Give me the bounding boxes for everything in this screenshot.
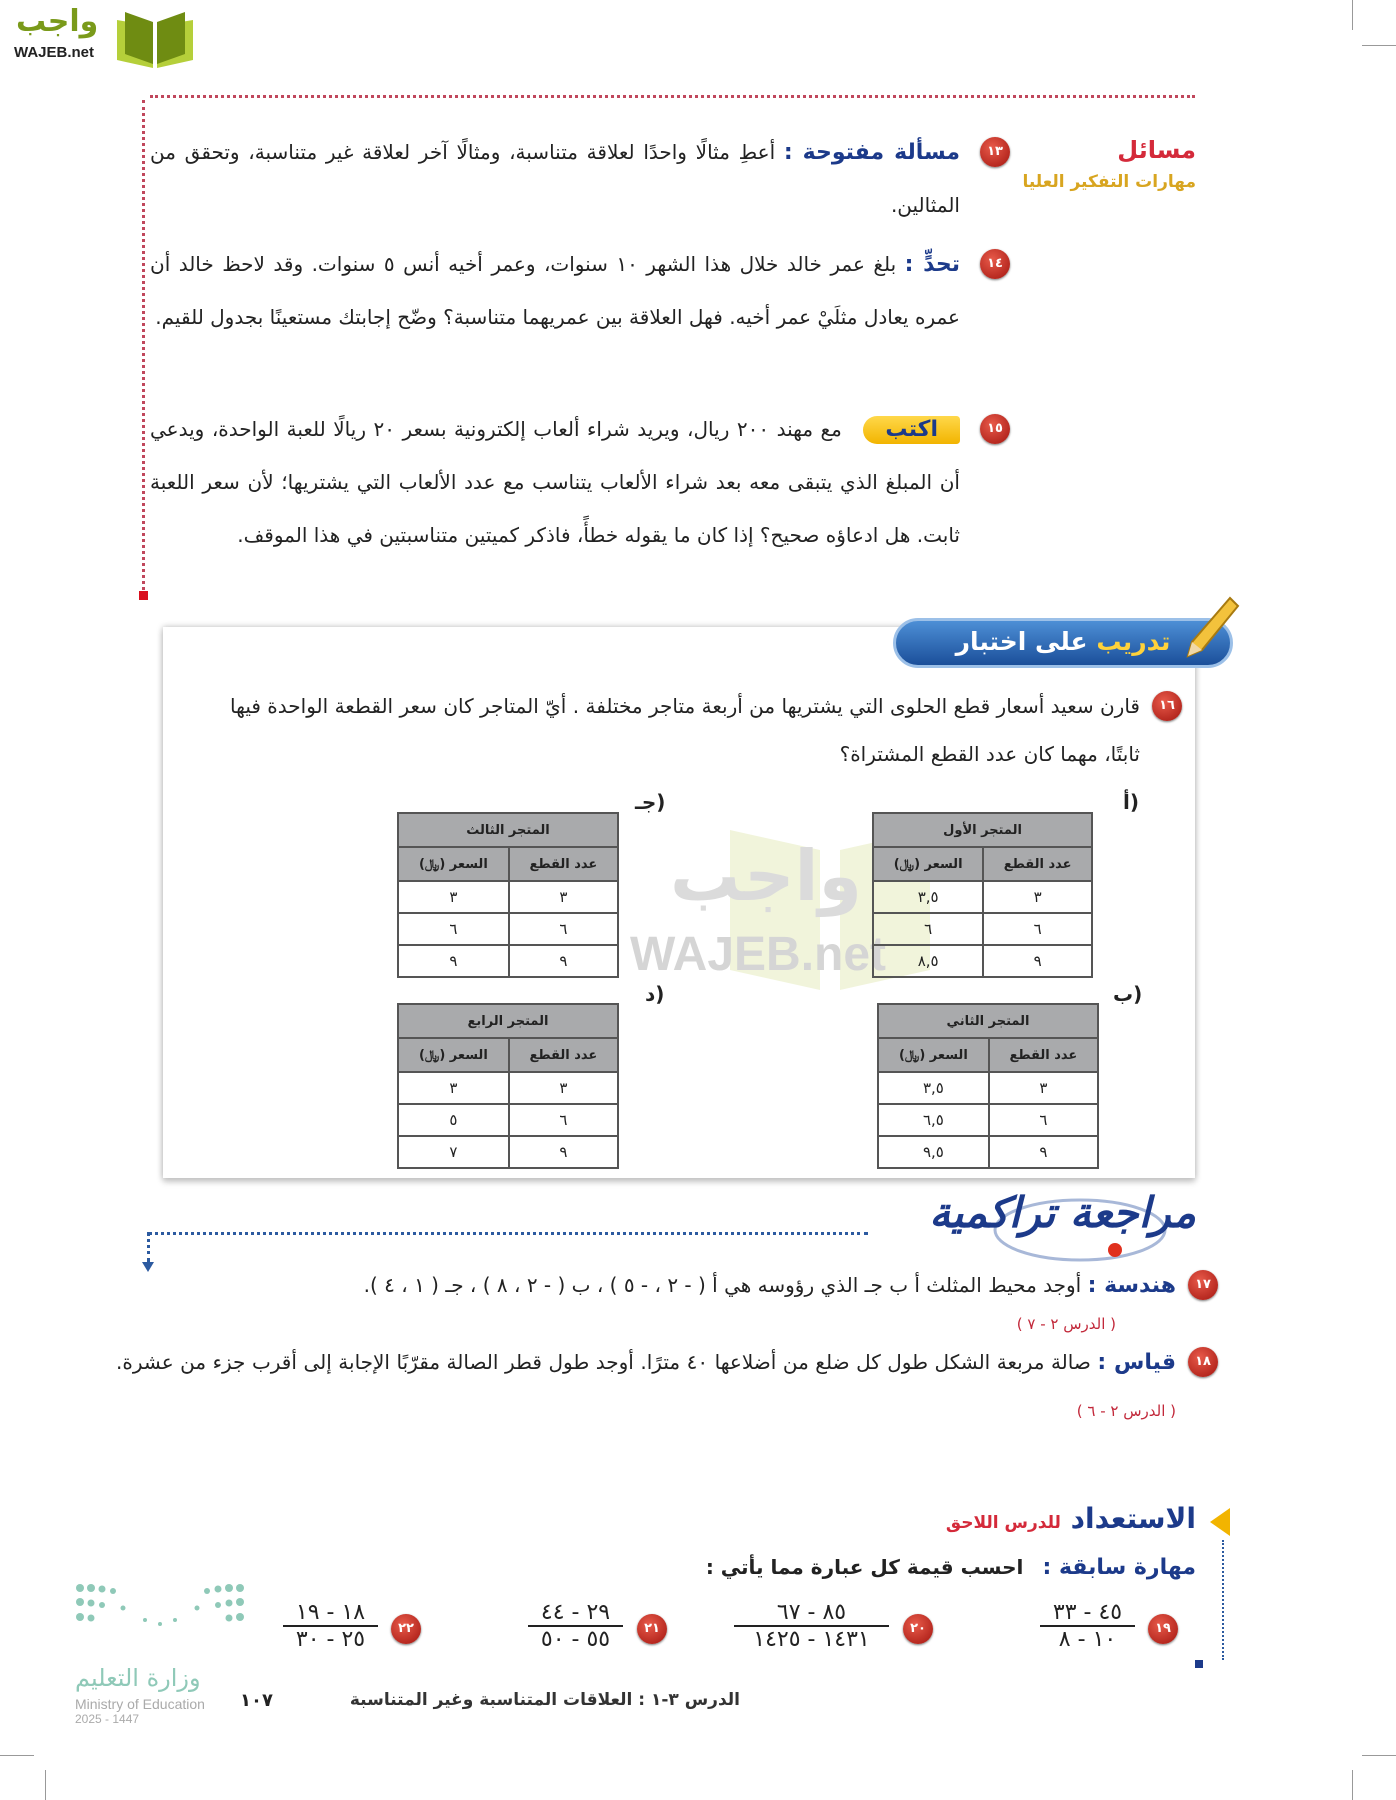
- section-subtitle: مهارات التفكير العليا: [1022, 172, 1196, 192]
- table-row: [398, 1136, 618, 1168]
- ministry-dots-icon: [75, 1580, 245, 1640]
- ministry-logo: [75, 1580, 255, 1730]
- question-19: [1148, 1614, 1178, 1644]
- option-label-c: جـ): [635, 790, 666, 814]
- fraction-21: [528, 1600, 623, 1652]
- question-13: [150, 126, 1003, 232]
- column-header: عدد القطع: [989, 1038, 1098, 1072]
- numerator: ٤٥ - ٣٣: [1040, 1600, 1135, 1627]
- table-store-4: [397, 1003, 619, 1169]
- fraction-22: [283, 1600, 378, 1652]
- crop-mark: [1362, 1755, 1396, 1756]
- lesson-reference: ( الدرس ٢ - ٦ ): [1076, 1402, 1176, 1420]
- logo-arabic: واجب: [16, 4, 99, 39]
- option-label-a: أ): [1123, 790, 1139, 814]
- option-label-b: ب): [1113, 982, 1143, 1006]
- cell: ٩: [983, 945, 1092, 977]
- column-header: عدد القطع: [509, 847, 618, 881]
- question-22: [391, 1614, 421, 1644]
- cell: ٩: [398, 945, 509, 977]
- question-number: ٢٢: [391, 1614, 421, 1644]
- question-number: ٢٠: [903, 1614, 933, 1644]
- table-store-1: [872, 812, 1093, 978]
- question-20: [903, 1614, 933, 1644]
- ministry-year: 2025 - 1447: [75, 1712, 140, 1726]
- write-tag: اكتب: [863, 416, 960, 444]
- question-number: ٢١: [637, 1614, 667, 1644]
- divider: [150, 95, 1195, 98]
- option-label-d: د): [645, 982, 665, 1006]
- question-keyword: مسألة مفتوحة :: [783, 140, 960, 165]
- table-row: [873, 881, 1092, 913]
- question-number: ١٤: [980, 249, 1010, 279]
- cell: ٩: [509, 945, 618, 977]
- denominator: ٥٥ - ٥٠: [540, 1627, 611, 1652]
- svg-text:واجب: واجب: [670, 835, 863, 917]
- cell: ٣: [983, 881, 1092, 913]
- cell: ٦: [398, 913, 509, 945]
- book-icon: [115, 8, 195, 68]
- question-number: ١٨: [1188, 1347, 1218, 1377]
- frame-marker: [1195, 1660, 1203, 1668]
- crop-mark: [1362, 45, 1396, 46]
- cell: ٧: [398, 1136, 509, 1168]
- prep-subtitle: للدرس اللاحق: [945, 1513, 1061, 1533]
- question-number: ١٧: [1188, 1270, 1218, 1300]
- review-questions: [116, 1262, 1211, 1434]
- divider: [1222, 1540, 1224, 1660]
- cell: ٥: [398, 1104, 509, 1136]
- table-row: [398, 1104, 618, 1136]
- divider: [148, 1232, 868, 1235]
- question-21: [637, 1614, 667, 1644]
- cell: ٣: [509, 1072, 618, 1104]
- footer-lesson: الدرس ٣-١ : العلاقات المتناسبة وغير المتناسبة: [349, 1690, 740, 1710]
- cell: ٩: [989, 1136, 1098, 1168]
- table-row: [398, 913, 618, 945]
- cell: ٣: [398, 881, 509, 913]
- question-number: ١٦: [1152, 691, 1182, 721]
- ministry-english: Ministry of Education: [75, 1696, 205, 1712]
- cell: ٦: [509, 913, 618, 945]
- prep-heading: [946, 1502, 1196, 1535]
- question-number: ١٥: [980, 414, 1010, 444]
- cell: ٩: [509, 1136, 618, 1168]
- table-title: المتجر الثاني: [878, 1004, 1098, 1038]
- denominator: ١٤٣١ - ١٤٢٥: [753, 1627, 870, 1652]
- question-text: بلغ عمر خالد خلال هذا الشهر ١٠ سنوات، وعمر أخيه أنس ٥ سنوات. وقد لاحظ خالد أن عمره يعادل مثلَيْ عمر أخيه. فهل العلاقة بين عمريهما متناسبة؟ وضّح إجابتك مستعينًا بجدول للقيم.: [150, 252, 960, 329]
- table-row: [878, 1136, 1098, 1168]
- triangle-icon: [1210, 1508, 1230, 1536]
- question-text: أعطِ مثالًا واحدًا لعلاقة متناسبة، ومثالًا آخر لعلاقة غير متناسبة، وتحقق من المثالين.: [150, 140, 960, 217]
- numerator: ٢٩ - ٤٤: [528, 1600, 623, 1627]
- denominator: ٢٥ - ٣٠: [295, 1627, 366, 1652]
- review-title: مراجعة تراكمية: [929, 1188, 1196, 1237]
- table-row: [878, 1104, 1098, 1136]
- cell: ٦: [509, 1104, 618, 1136]
- svg-text:WAJEB.net: WAJEB.net: [630, 928, 887, 981]
- cell: ٣: [398, 1072, 509, 1104]
- question-15: [150, 403, 1003, 562]
- question-text: قارن سعيد أسعار قطع الحلوى التي يشتريها من أربعة متاجر مختلفة . أيّ المتاجر كان سعر القطعة الواحدة فيها ثابتًا، مهما كان عدد القطع المشتراة؟: [230, 694, 1140, 766]
- cell: ٦: [983, 913, 1092, 945]
- question-number: ١٩: [1148, 1614, 1178, 1644]
- table-row: [398, 1072, 618, 1104]
- question-keyword: هندسة :: [1087, 1273, 1176, 1298]
- pencil-icon: [1180, 594, 1240, 664]
- section-title: مسائل: [1117, 136, 1196, 164]
- skill-label: مهارة سابقة :: [1042, 1555, 1196, 1580]
- table-row: [873, 945, 1092, 977]
- fraction-20: [734, 1600, 889, 1652]
- crop-mark: [0, 1755, 34, 1756]
- cell: ٣: [989, 1072, 1098, 1104]
- table-store-3: [397, 812, 619, 978]
- column-header: السعر (﷼): [398, 847, 509, 881]
- column-header: عدد القطع: [509, 1038, 618, 1072]
- question-18: [116, 1339, 1211, 1434]
- question-17: [116, 1262, 1211, 1309]
- numerator: ١٨ - ١٩: [283, 1600, 378, 1627]
- question-text: صالة مربعة الشكل طول كل ضلع من أضلاعها ٤٠ مترًا. أوجد طول قطر الصالة مقرّبًا الإجابة إلى أقرب جزء من عشرة.: [116, 1350, 1091, 1374]
- table-row: [873, 913, 1092, 945]
- cell: ٣,٥: [878, 1072, 989, 1104]
- fraction-19: [1040, 1600, 1135, 1652]
- question-keyword: تحدٍّ :: [904, 252, 961, 277]
- logo-latin: WAJEB.net: [14, 44, 95, 61]
- divider: [142, 100, 145, 590]
- cell: ٩,٥: [878, 1136, 989, 1168]
- crop-mark: [1352, 1770, 1353, 1800]
- column-header: السعر (﷼): [398, 1038, 509, 1072]
- question-text: أوجد محيط المثلث أ ب جـ الذي رؤوسه هي أ ( - ٢ ، - ٥ ) ، ب ( - ٢ ، ٨ ) ، جـ ( ١ ، ٤ ).: [363, 1273, 1082, 1297]
- ministry-arabic: وزارة التعليم: [75, 1664, 201, 1692]
- denominator: ١٠ - ٨: [1058, 1627, 1117, 1652]
- table-row: [398, 881, 618, 913]
- table-title: المتجر الثالث: [398, 813, 618, 847]
- table-title: المتجر الأول: [873, 813, 1092, 847]
- crop-mark: [45, 1770, 46, 1800]
- table-store-2: [877, 1003, 1099, 1169]
- banner-text: على اختبار: [955, 627, 1088, 656]
- crop-mark: [1352, 0, 1353, 30]
- column-header: السعر (﷼): [873, 847, 983, 881]
- question-keyword: قياس :: [1097, 1350, 1177, 1375]
- frame-marker: [139, 591, 148, 600]
- divider: [147, 1232, 150, 1262]
- question-text: مع مهند ٢٠٠ ريال، ويريد شراء ألعاب إلكترونية بسعر ٢٠ ريالًا للعبة الواحدة، ويدعي أن المبلغ الذي يتبقى معه بعد شراء الألعاب يتناسب مع عدد الألعاب التي يشتريها؛ لأن سعر اللعبة ثابت. هل ادعاؤه صحيح؟ إذا كان ما يقوله خطأً، فاذكر كميتين متناسبتين في هذا الموقف.: [150, 417, 960, 547]
- cell: ٣: [509, 881, 618, 913]
- cell: ٦: [989, 1104, 1098, 1136]
- question-16: [230, 682, 1175, 778]
- column-header: عدد القطع: [983, 847, 1092, 881]
- column-header: السعر (﷼): [878, 1038, 989, 1072]
- numerator: ٨٥ - ٦٧: [734, 1600, 889, 1627]
- cell: ٨,٥: [873, 945, 983, 977]
- page-number: ١٠٧: [240, 1690, 273, 1711]
- table-row: [398, 945, 618, 977]
- cell: ٣,٥: [873, 881, 983, 913]
- banner-text: تدريب: [1096, 627, 1171, 656]
- cell: ٦,٥: [878, 1104, 989, 1136]
- prep-instruction: [706, 1555, 1196, 1580]
- table-title: المتجر الرابع: [398, 1004, 618, 1038]
- cell: ٦: [873, 913, 983, 945]
- wajeb-logo[interactable]: [8, 4, 193, 66]
- lesson-reference: ( الدرس ٢ - ٧ ): [1016, 1315, 1116, 1333]
- prep-title: الاستعداد: [1070, 1502, 1196, 1535]
- question-14: [150, 238, 1003, 344]
- instruction-text: احسب قيمة كل عبارة مما يأتي :: [705, 1555, 1024, 1579]
- question-number: ١٣: [980, 137, 1010, 167]
- table-row: [878, 1072, 1098, 1104]
